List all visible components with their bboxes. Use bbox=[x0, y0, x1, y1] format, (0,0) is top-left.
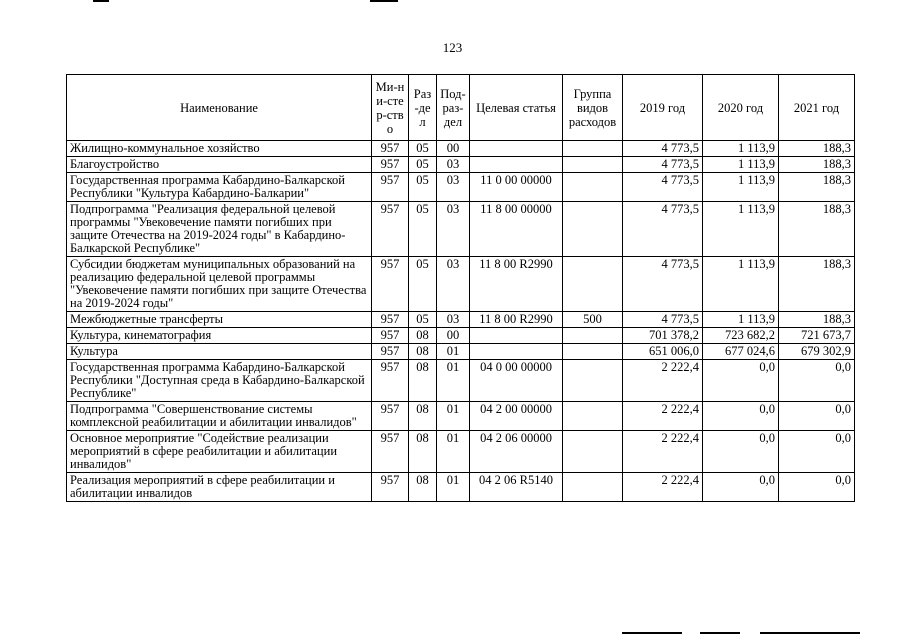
row-expense-group bbox=[563, 360, 623, 402]
row-subsection: 03 bbox=[437, 312, 470, 328]
row-2019: 2 222,4 bbox=[623, 402, 703, 431]
row-subsection: 01 bbox=[437, 360, 470, 402]
row-ministry: 957 bbox=[372, 173, 409, 202]
row-section: 08 bbox=[409, 360, 437, 402]
row-expense-group bbox=[563, 328, 623, 344]
budget-table bbox=[66, 74, 855, 502]
row-2021: 188,3 bbox=[779, 312, 855, 328]
header-subsection: Под-раз-дел bbox=[437, 75, 470, 141]
row-subsection: 03 bbox=[437, 173, 470, 202]
row-expense-group bbox=[563, 402, 623, 431]
row-subsection: 03 bbox=[437, 202, 470, 257]
row-subsection: 00 bbox=[437, 141, 470, 157]
header-name: Наименование bbox=[67, 75, 372, 141]
row-2019: 701 378,2 bbox=[623, 328, 703, 344]
row-ministry: 957 bbox=[372, 202, 409, 257]
row-name: Культура bbox=[67, 344, 372, 360]
row-2019: 4 773,5 bbox=[623, 141, 703, 157]
row-ministry: 957 bbox=[372, 257, 409, 312]
row-name: Подпрограмма "Совершенствование системы комплексной реабилитации и абилитации инвалидов" bbox=[67, 402, 372, 431]
row-target: 11 0 00 00000 bbox=[470, 173, 563, 202]
row-section: 05 bbox=[409, 312, 437, 328]
row-2020: 1 113,9 bbox=[703, 157, 779, 173]
scan-mark bbox=[93, 0, 109, 2]
table-row bbox=[67, 431, 855, 473]
row-target: 11 8 00 R2990 bbox=[470, 257, 563, 312]
header-expense-group: Группа видов расходов bbox=[563, 75, 623, 141]
row-2020: 1 113,9 bbox=[703, 173, 779, 202]
row-2019: 2 222,4 bbox=[623, 431, 703, 473]
row-ministry: 957 bbox=[372, 141, 409, 157]
row-2020: 1 113,9 bbox=[703, 312, 779, 328]
header-2021: 2021 год bbox=[779, 75, 855, 141]
row-target: 04 2 06 R5140 bbox=[470, 473, 563, 502]
row-2019: 4 773,5 bbox=[623, 202, 703, 257]
row-target bbox=[470, 344, 563, 360]
row-2019: 4 773,5 bbox=[623, 312, 703, 328]
header-row bbox=[67, 75, 855, 141]
row-name: Жилищно-коммунальное хозяйство bbox=[67, 141, 372, 157]
row-ministry: 957 bbox=[372, 344, 409, 360]
row-ministry: 957 bbox=[372, 473, 409, 502]
row-2020: 1 113,9 bbox=[703, 202, 779, 257]
table-row bbox=[67, 344, 855, 360]
row-target bbox=[470, 141, 563, 157]
row-section: 08 bbox=[409, 473, 437, 502]
row-subsection: 01 bbox=[437, 473, 470, 502]
row-2019: 2 222,4 bbox=[623, 473, 703, 502]
row-2021: 188,3 bbox=[779, 157, 855, 173]
row-expense-group bbox=[563, 157, 623, 173]
table-row bbox=[67, 360, 855, 402]
row-expense-group bbox=[563, 431, 623, 473]
row-2020: 1 113,9 bbox=[703, 257, 779, 312]
row-subsection: 00 bbox=[437, 328, 470, 344]
row-2020: 0,0 bbox=[703, 431, 779, 473]
row-target bbox=[470, 157, 563, 173]
row-ministry: 957 bbox=[372, 312, 409, 328]
row-2021: 0,0 bbox=[779, 360, 855, 402]
page-number: 123 bbox=[442, 40, 463, 55]
table-row bbox=[67, 328, 855, 344]
table-row bbox=[67, 312, 855, 328]
row-section: 05 bbox=[409, 141, 437, 157]
row-section: 08 bbox=[409, 431, 437, 473]
row-section: 08 bbox=[409, 344, 437, 360]
scan-mark bbox=[700, 632, 740, 634]
header-2020: 2020 год bbox=[703, 75, 779, 141]
header-section: Раз-дел bbox=[409, 75, 437, 141]
row-2019: 4 773,5 bbox=[623, 173, 703, 202]
row-expense-group bbox=[563, 141, 623, 157]
row-target: 11 8 00 R2990 bbox=[470, 312, 563, 328]
row-2021: 0,0 bbox=[779, 402, 855, 431]
row-2019: 651 006,0 bbox=[623, 344, 703, 360]
row-name: Государственная программа Кабардино-Балкарской Республики "Культура Кабардино-Балкарии" bbox=[67, 173, 372, 202]
row-section: 05 bbox=[409, 173, 437, 202]
table-row bbox=[67, 473, 855, 502]
header-target: Целевая статья bbox=[470, 75, 563, 141]
table-row bbox=[67, 257, 855, 312]
scan-mark bbox=[370, 0, 398, 2]
row-2020: 0,0 bbox=[703, 360, 779, 402]
row-name: Благоустройство bbox=[67, 157, 372, 173]
row-target: 04 2 00 00000 bbox=[470, 402, 563, 431]
row-section: 08 bbox=[409, 328, 437, 344]
row-section: 08 bbox=[409, 402, 437, 431]
table-row bbox=[67, 173, 855, 202]
row-2020: 0,0 bbox=[703, 473, 779, 502]
row-ministry: 957 bbox=[372, 431, 409, 473]
row-2021: 679 302,9 bbox=[779, 344, 855, 360]
scan-mark bbox=[622, 632, 682, 634]
row-ministry: 957 bbox=[372, 360, 409, 402]
row-subsection: 01 bbox=[437, 431, 470, 473]
row-2021: 0,0 bbox=[779, 431, 855, 473]
row-name: Реализация мероприятий в сфере реабилитации и абилитации инвалидов bbox=[67, 473, 372, 502]
table-row bbox=[67, 141, 855, 157]
header-2019: 2019 год bbox=[623, 75, 703, 141]
table-row bbox=[67, 202, 855, 257]
row-name: Субсидии бюджетам муниципальных образований на реализацию федеральной целевой программы "Увековечение памяти погибших при защите Отечества на 2019-2024 годы" bbox=[67, 257, 372, 312]
row-2021: 188,3 bbox=[779, 257, 855, 312]
scan-mark bbox=[760, 632, 860, 634]
row-section: 05 bbox=[409, 257, 437, 312]
row-expense-group bbox=[563, 257, 623, 312]
row-expense-group: 500 bbox=[563, 312, 623, 328]
table-row bbox=[67, 157, 855, 173]
row-name: Основное мероприятие "Содействие реализации мероприятий в сфере реабилитации и абилитации инвалидов" bbox=[67, 431, 372, 473]
row-section: 05 bbox=[409, 157, 437, 173]
row-subsection: 01 bbox=[437, 402, 470, 431]
row-2019: 4 773,5 bbox=[623, 257, 703, 312]
row-subsection: 03 bbox=[437, 257, 470, 312]
row-name: Межбюджетные трансферты bbox=[67, 312, 372, 328]
row-expense-group bbox=[563, 473, 623, 502]
row-2019: 2 222,4 bbox=[623, 360, 703, 402]
row-expense-group bbox=[563, 173, 623, 202]
row-2020: 0,0 bbox=[703, 402, 779, 431]
row-expense-group bbox=[563, 344, 623, 360]
row-2020: 677 024,6 bbox=[703, 344, 779, 360]
row-2021: 188,3 bbox=[779, 202, 855, 257]
row-subsection: 03 bbox=[437, 157, 470, 173]
row-2021: 721 673,7 bbox=[779, 328, 855, 344]
row-section: 05 bbox=[409, 202, 437, 257]
row-2021: 188,3 bbox=[779, 141, 855, 157]
row-2020: 723 682,2 bbox=[703, 328, 779, 344]
row-2021: 0,0 bbox=[779, 473, 855, 502]
row-2021: 188,3 bbox=[779, 173, 855, 202]
row-target: 04 0 00 00000 bbox=[470, 360, 563, 402]
row-ministry: 957 bbox=[372, 402, 409, 431]
row-name: Подпрограмма "Реализация федеральной целевой программы "Увековечение памяти погибших при защите Отечества на 2019-2024 годы" в Кабардино-Балкарской Республике" bbox=[67, 202, 372, 257]
row-target bbox=[470, 328, 563, 344]
row-name: Государственная программа Кабардино-Балкарской Республики "Доступная среда в Кабардино-Балкарской Республике" bbox=[67, 360, 372, 402]
table-row bbox=[67, 402, 855, 431]
row-target: 11 8 00 00000 bbox=[470, 202, 563, 257]
row-ministry: 957 bbox=[372, 328, 409, 344]
row-expense-group bbox=[563, 202, 623, 257]
row-name: Культура, кинематография bbox=[67, 328, 372, 344]
row-subsection: 01 bbox=[437, 344, 470, 360]
header-ministry: Ми-ни-стер-ство bbox=[372, 75, 409, 141]
row-target: 04 2 06 00000 bbox=[470, 431, 563, 473]
row-2019: 4 773,5 bbox=[623, 157, 703, 173]
row-ministry: 957 bbox=[372, 157, 409, 173]
row-2020: 1 113,9 bbox=[703, 141, 779, 157]
